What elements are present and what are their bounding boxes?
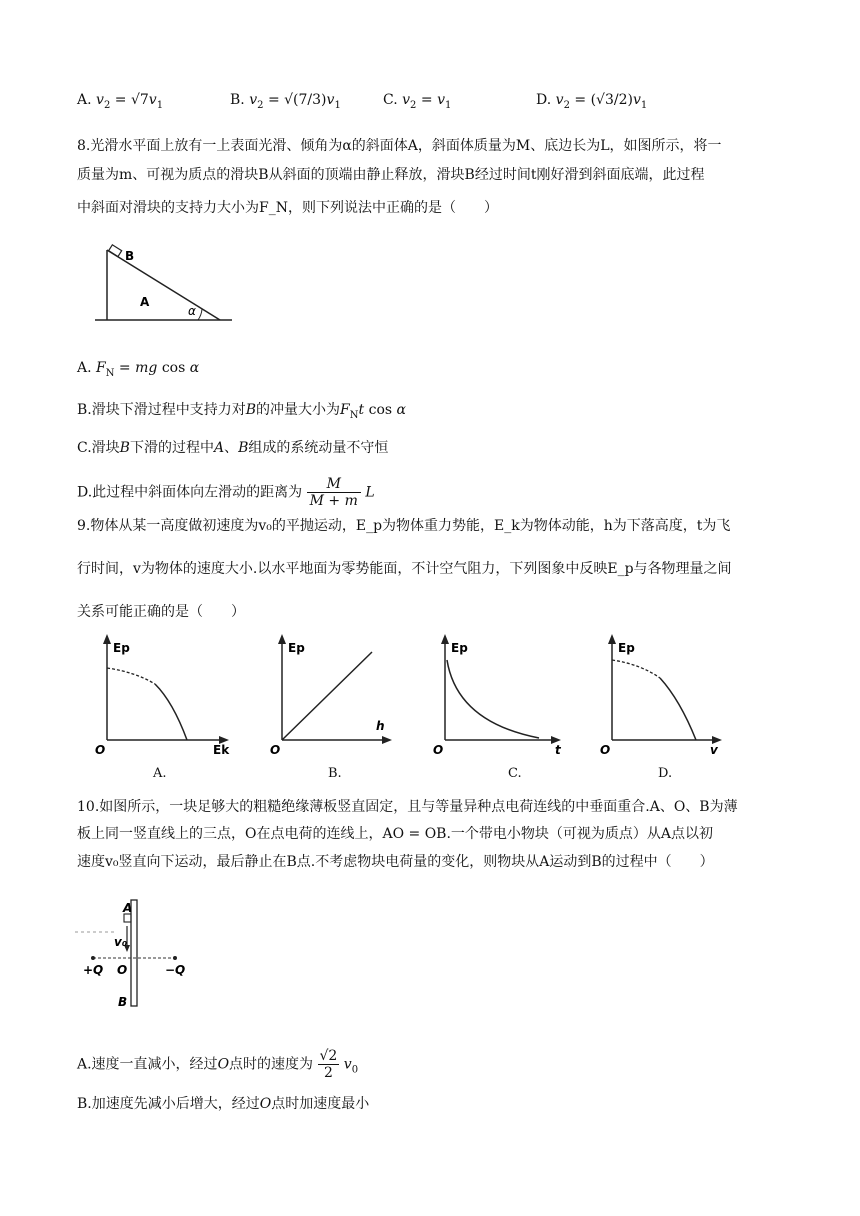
graph-b-origin: O	[270, 743, 281, 757]
q7-option-b: B. $v_2 = √(7/3)v_1$	[230, 92, 341, 111]
q10-fig-label-b: B	[118, 995, 128, 1009]
q8-stem-line2: 质量为m、可视为质点的滑块B从斜面的顶端由静止释放，滑块B经过时间t刚好滑到斜面底端，此过程	[77, 167, 705, 183]
q7-option-c: C. $v_2 = v_1$	[383, 92, 452, 111]
graph-b-xlabel: h	[376, 719, 385, 733]
graph-d-ylabel: Ep	[618, 641, 635, 655]
q10-stem-line3: 速度v₀竖直向下运动，最后静止在B点.不考虑物块电荷量的变化，则物块从A运动到B的过程中（ ）	[77, 854, 714, 870]
q7-option-a: A. $v_2 = √7v_1$	[77, 92, 164, 111]
q8-fig-label-alpha: α	[188, 304, 196, 318]
q8-option-d: D.此过程中斜面体向左滑动的距离为 $\frac{M}{M + m}$ L	[77, 476, 375, 509]
q8-fig-label-b: B	[125, 249, 135, 263]
q9-graph-c	[433, 632, 583, 757]
graph-a-caption: A.	[153, 766, 167, 781]
q8-fig-label-a: A	[140, 295, 150, 309]
q9-graph-b	[270, 632, 420, 757]
q10-option-a: A.速度一直减小，经过O点时的速度为 $\frac{√2}{2}$ $v_0$	[77, 1048, 359, 1081]
q9-stem-line1: 9.物体从某一高度做初速度为v₀的平抛运动，E_p为物体重力势能，E_k为物体动能，h为下落高度，t为飞	[77, 518, 731, 534]
q8-stem-line1: 8.光滑水平面上放有一上表面光滑、倾角为α的斜面体A，斜面体质量为M、底边长为L，如图所示，将一	[77, 138, 722, 154]
graph-d-xlabel: v	[710, 743, 718, 757]
graph-a-origin: O	[95, 743, 106, 757]
graph-b-caption: B.	[328, 766, 342, 781]
q10-fig-label-o: O	[117, 963, 128, 977]
graph-b-ylabel: Ep	[288, 641, 305, 655]
q10-stem-line2: 板上同一竖直线上的三点，O在点电荷的连线上，AO = OB.一个带电小物块（可视为质点）从A点以初	[77, 826, 714, 842]
q10-fig-label-plus-q: +Q	[83, 963, 104, 977]
q9-graph-a	[95, 632, 245, 757]
q9-stem-line2: 行时间，v为物体的速度大小.以水平地面为零势能面，不计空气阻力，下列图象中反映E_p与各物理量之间	[77, 561, 732, 577]
q8-option-b: B.滑块下滑过程中支持力对B的冲量大小为$F_Nt$ cos α	[77, 402, 406, 421]
q10-fig-label-a: A	[123, 901, 133, 915]
graph-a-xlabel: Ek	[213, 743, 230, 757]
graph-c-origin: O	[433, 743, 444, 757]
graph-c-caption: C.	[508, 766, 522, 781]
q10-stem-line1: 10.如图所示，一块足够大的粗糙绝缘薄板竖直固定，且与等量异种点电荷连线的中垂面重合.A、O、B为薄	[77, 799, 738, 815]
graph-a-ylabel: Ep	[113, 641, 130, 655]
graph-c-ylabel: Ep	[451, 641, 468, 655]
q10-fig-label-v0: v₀	[114, 935, 128, 949]
graph-d-origin: O	[600, 743, 611, 757]
q8-stem-line3: 中斜面对滑块的支持力大小为F_N，则下列说法中正确的是（ ）	[77, 200, 498, 216]
graph-d-caption: D.	[658, 766, 673, 781]
q10-fig-label-minus-q: −Q	[165, 963, 186, 977]
q8-incline-figure	[90, 240, 240, 330]
q9-stem-line3: 关系可能正确的是（ ）	[77, 604, 245, 620]
q8-option-a: A. $F_N$ = mg cos α	[77, 360, 200, 379]
graph-c-xlabel: t	[555, 743, 561, 757]
q10-plate-figure	[75, 896, 195, 1016]
q9-graph-d	[600, 632, 750, 757]
q8-option-c: C.滑块B下滑的过程中A、B组成的系统动量不守恒	[77, 440, 389, 456]
q7-option-d: D. $v_2 = (√3/2)v_1$	[536, 92, 648, 111]
q10-option-b: B.加速度先减小后增大，经过O点时加速度最小	[77, 1096, 370, 1112]
